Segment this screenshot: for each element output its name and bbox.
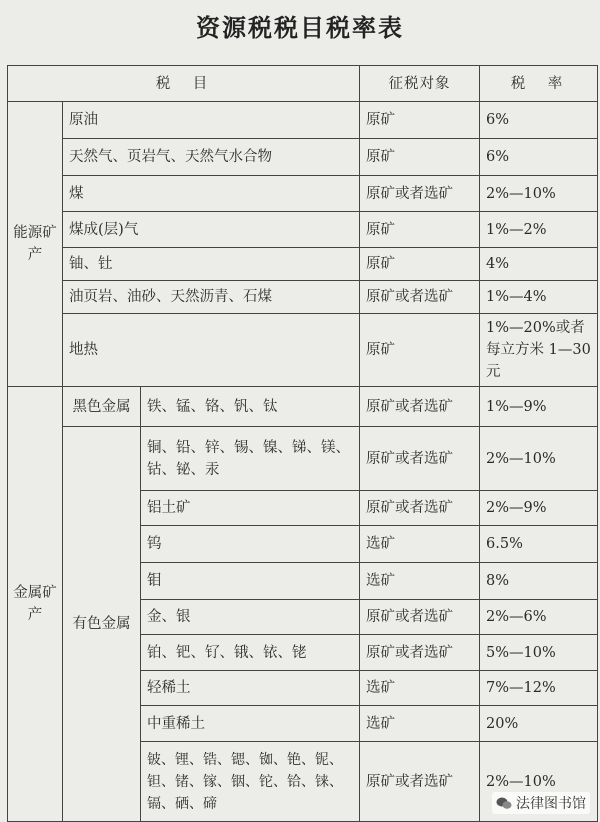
item-cell: 中重稀土 (141, 706, 360, 742)
rate-cell: 2%—10% (480, 427, 598, 491)
rate-cell: 20% (480, 706, 598, 742)
object-cell: 原矿或者选矿 (360, 635, 480, 671)
object-cell: 原矿 (360, 248, 480, 281)
rate-cell: 8% (480, 563, 598, 600)
rate-cell: 2%—10% (480, 742, 598, 822)
item-cell: 地热 (63, 314, 360, 387)
item-cell: 铁、锰、铬、钒、钛 (141, 387, 360, 427)
item-cell: 天然气、页岩气、天然气水合物 (63, 139, 360, 176)
object-cell: 原矿或者选矿 (360, 281, 480, 314)
table-row (8, 139, 598, 176)
rate-cell: 1%—4% (480, 281, 598, 314)
subcategory-ferrous: 黑色金属 (63, 387, 141, 427)
rate-cell: 1%—2% (480, 212, 598, 248)
table-row (8, 176, 598, 212)
object-cell: 原矿 (360, 102, 480, 139)
object-cell: 选矿 (360, 671, 480, 706)
item-cell: 铍、锂、锆、锶、铷、铯、铌、钽、锗、镓、铟、铊、铪、铼、镉、硒、碲 (141, 742, 360, 822)
table-row (8, 427, 598, 491)
rate-cell: 2%—10% (480, 176, 598, 212)
rate-cell: 6% (480, 139, 598, 176)
object-cell: 原矿 (360, 139, 480, 176)
rate-cell: 4% (480, 248, 598, 281)
rate-cell: 6% (480, 102, 598, 139)
table-row (8, 387, 598, 427)
object-cell: 原矿 (360, 212, 480, 248)
item-cell: 铀、钍 (63, 248, 360, 281)
table-row (8, 281, 598, 314)
table-row (8, 102, 598, 139)
item-cell: 铂、钯、钌、锇、铱、铑 (141, 635, 360, 671)
rate-cell: 5%—10% (480, 635, 598, 671)
object-cell: 原矿或者选矿 (360, 491, 480, 526)
header-item: 税 目 (8, 66, 360, 102)
object-cell: 选矿 (360, 706, 480, 742)
object-cell: 原矿或者选矿 (360, 387, 480, 427)
object-cell: 原矿或者选矿 (360, 176, 480, 212)
table-row (8, 314, 598, 387)
item-cell: 煤成(层)气 (63, 212, 360, 248)
rate-cell: 1%—20%或者每立方米 1—30元 (480, 314, 598, 387)
rate-cell: 2%—6% (480, 600, 598, 635)
item-cell: 金、银 (141, 600, 360, 635)
table-row (8, 248, 598, 281)
item-cell: 钨 (141, 526, 360, 563)
object-cell: 原矿或者选矿 (360, 427, 480, 491)
header-row (8, 66, 598, 102)
object-cell: 原矿 (360, 314, 480, 387)
wechat-icon (496, 796, 512, 810)
object-cell: 选矿 (360, 526, 480, 563)
item-cell: 铝土矿 (141, 491, 360, 526)
rate-cell: 1%—9% (480, 387, 598, 427)
watermark-text: 法律图书馆 (516, 796, 586, 812)
watermark (492, 792, 590, 814)
header-rate: 税 率 (480, 66, 598, 102)
item-cell: 轻稀土 (141, 671, 360, 706)
item-cell: 铜、铅、锌、锡、镍、锑、镁、钴、铋、汞 (141, 427, 360, 491)
item-cell: 煤 (63, 176, 360, 212)
header-object: 征税对象 (360, 66, 480, 102)
rate-cell: 2%—9% (480, 491, 598, 526)
category-energy: 能源矿产 (8, 102, 63, 387)
item-cell: 原油 (63, 102, 360, 139)
item-cell: 油页岩、油砂、天然沥青、石煤 (63, 281, 360, 314)
object-cell: 原矿或者选矿 (360, 600, 480, 635)
item-cell: 钼 (141, 563, 360, 600)
rate-cell: 6.5% (480, 526, 598, 563)
object-cell: 选矿 (360, 563, 480, 600)
subcategory-nonferrous: 有色金属 (63, 427, 141, 822)
category-metal: 金属矿产 (8, 387, 63, 822)
rate-cell: 7%—12% (480, 671, 598, 706)
table-row (8, 212, 598, 248)
tax-rate-table (7, 65, 598, 822)
object-cell: 原矿或者选矿 (360, 742, 480, 822)
page-title: 资源税税目税率表 (196, 13, 404, 42)
